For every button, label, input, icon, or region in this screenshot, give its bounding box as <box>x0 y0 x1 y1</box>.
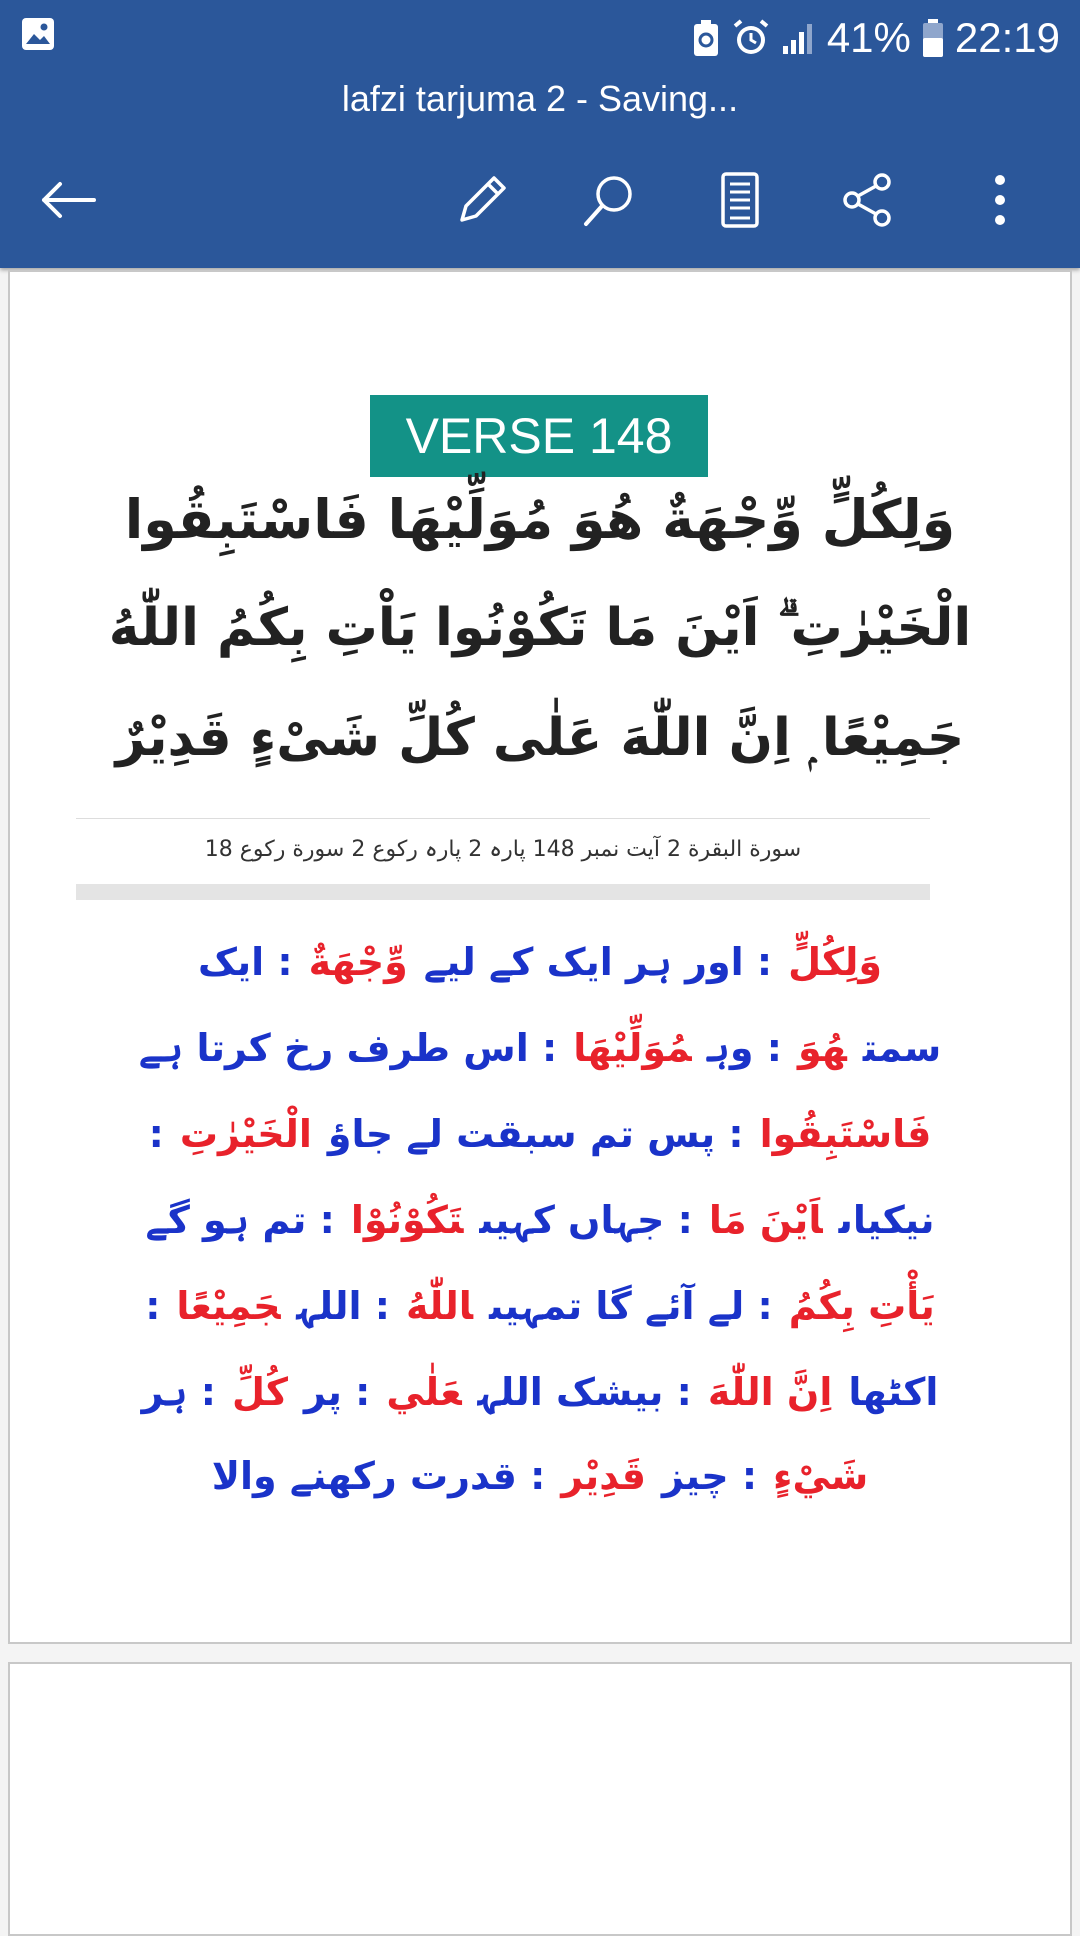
arrow-left-icon <box>38 180 98 220</box>
urdu-meaning: : جہاں کہیں <box>479 1198 693 1242</box>
arabic-word: وَلِكُلٍّ <box>788 940 883 984</box>
battery-saver-icon <box>691 18 721 58</box>
urdu-meaning: : <box>145 1284 161 1328</box>
urdu-meaning: : پس تم سبقت لے جاؤ <box>327 1112 744 1156</box>
translation-line <box>90 1198 990 1242</box>
urdu-meaning: : <box>148 1112 164 1156</box>
battery-icon <box>921 18 945 58</box>
document-title: lafzi tarjuma 2 - Saving... <box>341 78 739 119</box>
urdu-meaning: : ہر <box>141 1370 216 1414</box>
signal-icon <box>781 20 817 56</box>
share-button[interactable] <box>828 160 908 240</box>
urdu-meaning: : تم ہو گے <box>145 1198 335 1242</box>
arabic-verse-line: وَلِكُلٍّ وِّجْهَةٌ هُوَ مُوَلِّيْهَا فَاسْتَبِقُوا <box>124 488 956 551</box>
urdu-meaning: : وہ <box>707 1026 782 1070</box>
verse-heading: VERSE 148 <box>370 395 708 477</box>
arabic-word: الْخَيْرٰتِ <box>179 1112 312 1156</box>
document-page-2[interactable] <box>8 1662 1072 1936</box>
arabic-word: شَيْءٍ <box>773 1454 869 1498</box>
arabic-verse-line: جَمِيْعًا ۭ اِنَّ اللّٰهَ عَلٰى كُلِّ شَىْءٍ قَدِيْرٌ <box>115 708 965 768</box>
more-vertical-icon <box>990 170 1010 230</box>
translation-line <box>90 1112 990 1156</box>
clock-time: 22:19 <box>954 14 1060 61</box>
edit-button[interactable] <box>442 160 522 240</box>
urdu-meaning: اکٹھا <box>848 1370 939 1414</box>
arabic-word: جَمِيْعًا <box>176 1284 281 1328</box>
urdu-meaning: : بیشک اللہ <box>477 1370 692 1414</box>
arabic-word: مُوَلِّيْهَا <box>573 1026 692 1070</box>
arabic-word: هُوَ <box>797 1026 847 1070</box>
urdu-meaning: : پر <box>303 1370 371 1414</box>
translation-line <box>90 1454 990 1498</box>
arabic-word: اَيْنَ مَا <box>708 1198 823 1242</box>
urdu-meaning: : اور ہر ایک کے لیے <box>423 940 773 984</box>
pencil-icon <box>452 170 512 230</box>
arabic-word: اللّٰهُ <box>405 1284 474 1328</box>
alarm-icon <box>731 18 771 58</box>
app-bar <box>0 0 1080 268</box>
status-bar <box>0 0 1080 74</box>
arabic-word: عَلٰي <box>386 1370 462 1414</box>
translation-line <box>90 940 990 984</box>
toolbar <box>0 160 1080 240</box>
arabic-word: قَدِيْر <box>561 1454 647 1498</box>
arabic-word: تَكُوْنُوْا <box>350 1198 464 1242</box>
gallery-notification-icon <box>20 16 56 52</box>
translation-line <box>90 1026 990 1070</box>
verse-reference-bar <box>76 818 930 900</box>
urdu-meaning: : اللہ <box>296 1284 390 1328</box>
arabic-verse-line: الْخَيْرٰتِ ۗ اَيْنَ مَا تَكُوْنُوا يَاْتِ بِكُمُ اللّٰهُ <box>108 598 972 658</box>
more-options-button[interactable] <box>960 160 1040 240</box>
share-icon <box>838 170 898 230</box>
search-icon <box>580 170 640 230</box>
back-button[interactable] <box>28 160 108 240</box>
mobile-view-icon <box>718 170 762 230</box>
urdu-meaning: : ایک <box>197 940 293 984</box>
arabic-word: اِنَّ اللّٰهَ <box>707 1370 833 1414</box>
battery-percent: 41% <box>826 14 911 61</box>
verse-reference: سورة البقرة 2 آیت نمبر 148 پارہ 2 پارہ رکوع 2 سورة رکوع 18 <box>204 837 802 862</box>
translation-line <box>90 1284 990 1328</box>
translation-line <box>90 1370 990 1414</box>
arabic-word: كُلِّ <box>231 1370 288 1414</box>
mobile-view-button[interactable] <box>700 160 780 240</box>
arabic-word: فَاسْتَبِقُوا <box>759 1112 932 1156</box>
arabic-word: يَأْتِ بِكُمُ <box>788 1284 935 1328</box>
urdu-meaning: : لے آئے گا تمہیں <box>489 1284 773 1328</box>
urdu-meaning: : اس طرف رخ کرتا ہے <box>138 1026 558 1070</box>
arabic-word: وِّجْهَةٌ <box>308 940 408 984</box>
urdu-meaning: : قدرت رکھنے والا <box>211 1454 546 1498</box>
search-button[interactable] <box>570 160 650 240</box>
urdu-meaning: سمت <box>862 1026 942 1070</box>
urdu-meaning: نیکیاں <box>838 1198 935 1242</box>
urdu-meaning: : چیز <box>662 1454 758 1498</box>
